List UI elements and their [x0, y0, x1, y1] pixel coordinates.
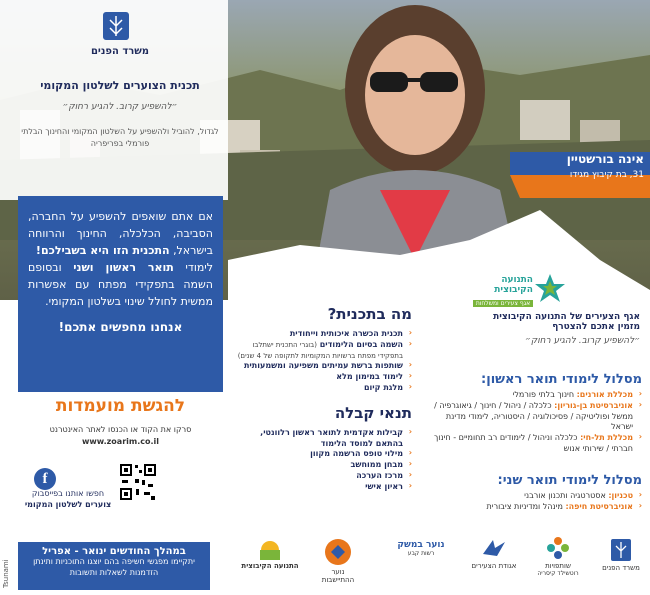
slogan: ״להשפיע קרוב. להגיע רחוק״ — [62, 102, 178, 112]
intro-cta: אנחנו מחפשים אתכם! — [58, 320, 183, 335]
left-header-text — [20, 46, 220, 150]
right-header — [420, 312, 640, 346]
credit-text: Tsunami — [2, 559, 10, 588]
logo-subtitle: אגף צעירים ומשלחות — [473, 300, 533, 307]
whats-item: ‹ לימוד במימון מלא — [232, 372, 412, 383]
track-item: ‹ מכללת תל-חי: כלכלה וניהול / לימודים רב תחומיים - חינוך חברתי / שירותי אנוש — [422, 433, 642, 455]
right-head-3: ״להשפיע קרוב. להגיע רחוק״ — [525, 336, 640, 346]
logo-partnerships-sub: רוטשילד קיסריה — [537, 570, 579, 577]
logo-noar-label: נוער במשק — [397, 540, 445, 550]
logo-kibbutz-label: התנועה הקיבוצית — [241, 562, 299, 570]
sun-icon — [260, 540, 280, 560]
logo-ministry-label: משרד הפנים — [602, 564, 640, 572]
facebook-icon[interactable]: f — [34, 468, 56, 490]
logo-noar — [386, 540, 456, 557]
logo-ministry — [598, 538, 644, 572]
person-name: אינה בורשטיין — [566, 152, 644, 166]
logo-partnerships-label: שותפויות — [545, 562, 571, 570]
master-track — [422, 473, 642, 513]
facebook-line-2: צוערים לשלטון המקומי — [24, 500, 112, 510]
facebook-text — [18, 488, 118, 510]
apply-subtitle: סרקו את הקוד או הכנסו לאתר האינטרנט — [49, 425, 192, 434]
track-item: ‹ טכניון: אסטרטגיה ותכנון אורבני — [422, 491, 642, 502]
track-item: ‹ אוניברסיטת חיפה: מינהל ומדיניות ציבורית — [422, 502, 642, 513]
qr-code[interactable] — [118, 462, 158, 502]
info-sessions-text: יתקיימו מפגשי חשיפה בהם יוצגו התוכניות ותינתן הזדמנות לשאלות ותשובות — [33, 557, 195, 577]
accept-item: ‹ מבחן ממוחשב — [232, 460, 412, 471]
logo-settlement-label: נוער ההתיישבות — [321, 568, 355, 584]
star-icon — [535, 274, 565, 302]
ministry-emblem-icon — [610, 538, 632, 562]
whats-title: מה בתכנית? — [327, 305, 412, 323]
credit-label — [0, 540, 14, 590]
partnerships-icon — [546, 536, 570, 560]
intro-paragraph-2 — [28, 259, 213, 310]
logo-partnerships — [530, 536, 586, 577]
logo-settlement — [318, 538, 358, 584]
whats-item: ‹ שותפות ברשת עמיתים משפיעה ומשמעותית — [232, 361, 412, 372]
whats-item: ‹ תכנית הכשרה איכותית וייחודית — [232, 329, 412, 340]
whats-item: ‹ מלגת קיום — [232, 383, 412, 394]
intro-text-2a: לימודי — [185, 261, 214, 275]
accept-item: ‹ מרכז הערכה — [232, 471, 412, 482]
intro-highlight-1: התכנית הזו היא בשבילכם! — [35, 244, 170, 258]
info-sessions-title: במהלך החודשים ינואר - אפריל — [42, 546, 186, 557]
track-item: ‹ אוניברסיטת בן-גוריון: כלכלה / ניהול / חינוך / גיאוגרפיה / ממשל ופוליטיקה / פסיכולוגיה / היסטוריה, לימודי מדינת ישראל — [422, 401, 642, 433]
logo-name: התנועה הקיבוצית — [494, 275, 533, 295]
bachelor-title: מסלול לימודי תואר ראשון: — [481, 372, 642, 387]
intro-text-1: אם אתם שואפים להשפיע על החברה, הסביבה, הכלכלה, החינוך והרווחה בישראל, — [28, 210, 213, 258]
track-item: ‹ מכללת אורנים: חינוך בלתי פורמלי — [422, 390, 642, 401]
website-link[interactable]: www.zoarim.co.il — [81, 437, 160, 446]
accept-item: ‹ מילוי טופס הרשמה מקוון — [232, 449, 412, 460]
bird-icon — [481, 536, 507, 560]
logo-youth-label: אגודת הצעירים — [471, 562, 517, 570]
name-plate-text — [520, 152, 644, 180]
accept-item: ‹ ראיון אישי — [232, 482, 412, 493]
intro-paragraph-1 — [28, 208, 213, 259]
accept-item: ‹ קבילות אקדמית לתואר ראשון רלוונטי, בהתאם למוסד הלימוד — [232, 428, 412, 450]
logo-noar-sub: רשות קבע — [407, 550, 435, 557]
apply-title: להגשת מועמדות — [55, 396, 186, 416]
program-title: תכנית הצוערים לשלטון המקומי — [40, 79, 200, 92]
person-subtitle: 31, בת קיבוץ מגידו — [569, 170, 644, 180]
logo-youth — [466, 536, 522, 570]
bachelor-track — [422, 372, 642, 455]
master-title: מסלול לימודי תואר שני: — [497, 473, 642, 488]
kibbutz-movement-logo — [475, 272, 565, 312]
settlement-icon — [323, 538, 353, 566]
logo-kibbutz — [240, 540, 300, 570]
intro-text-2b: ובסופם השמה בתפקידי מפתח עם אפשרות ממשית לחולל שינוי בשלטון המקומי. — [28, 261, 213, 309]
intro-highlight-2: תואר ראשון ושני — [73, 261, 174, 275]
right-head-2: מזמין אתכם להצטרף — [552, 322, 640, 332]
whats-item: ‹ השמה בסיום הלימודים (בוגרי התכנית ישתלבו בתפקידי מפתח ברשויות המקומיות לתקופה של 4 שנים) — [232, 340, 412, 362]
facebook-line-1: חפשו אותנו בפייסבוק — [31, 489, 105, 498]
info-sessions-box — [18, 542, 210, 590]
lead-text: לגדול, להוביל ולהשפיע על השלטון המקומי והחינוך הבלתי פורמלי בפריפריה — [21, 127, 219, 148]
right-head-1: אגף הצעירים של התנועה הקיבוצית — [493, 312, 640, 322]
ministry-name: משרד הפנים — [90, 46, 150, 57]
accept-title: תנאי קבלה — [334, 403, 412, 422]
state-emblem-icon — [98, 8, 134, 44]
intro-box — [18, 196, 223, 392]
middle-column — [232, 305, 412, 493]
